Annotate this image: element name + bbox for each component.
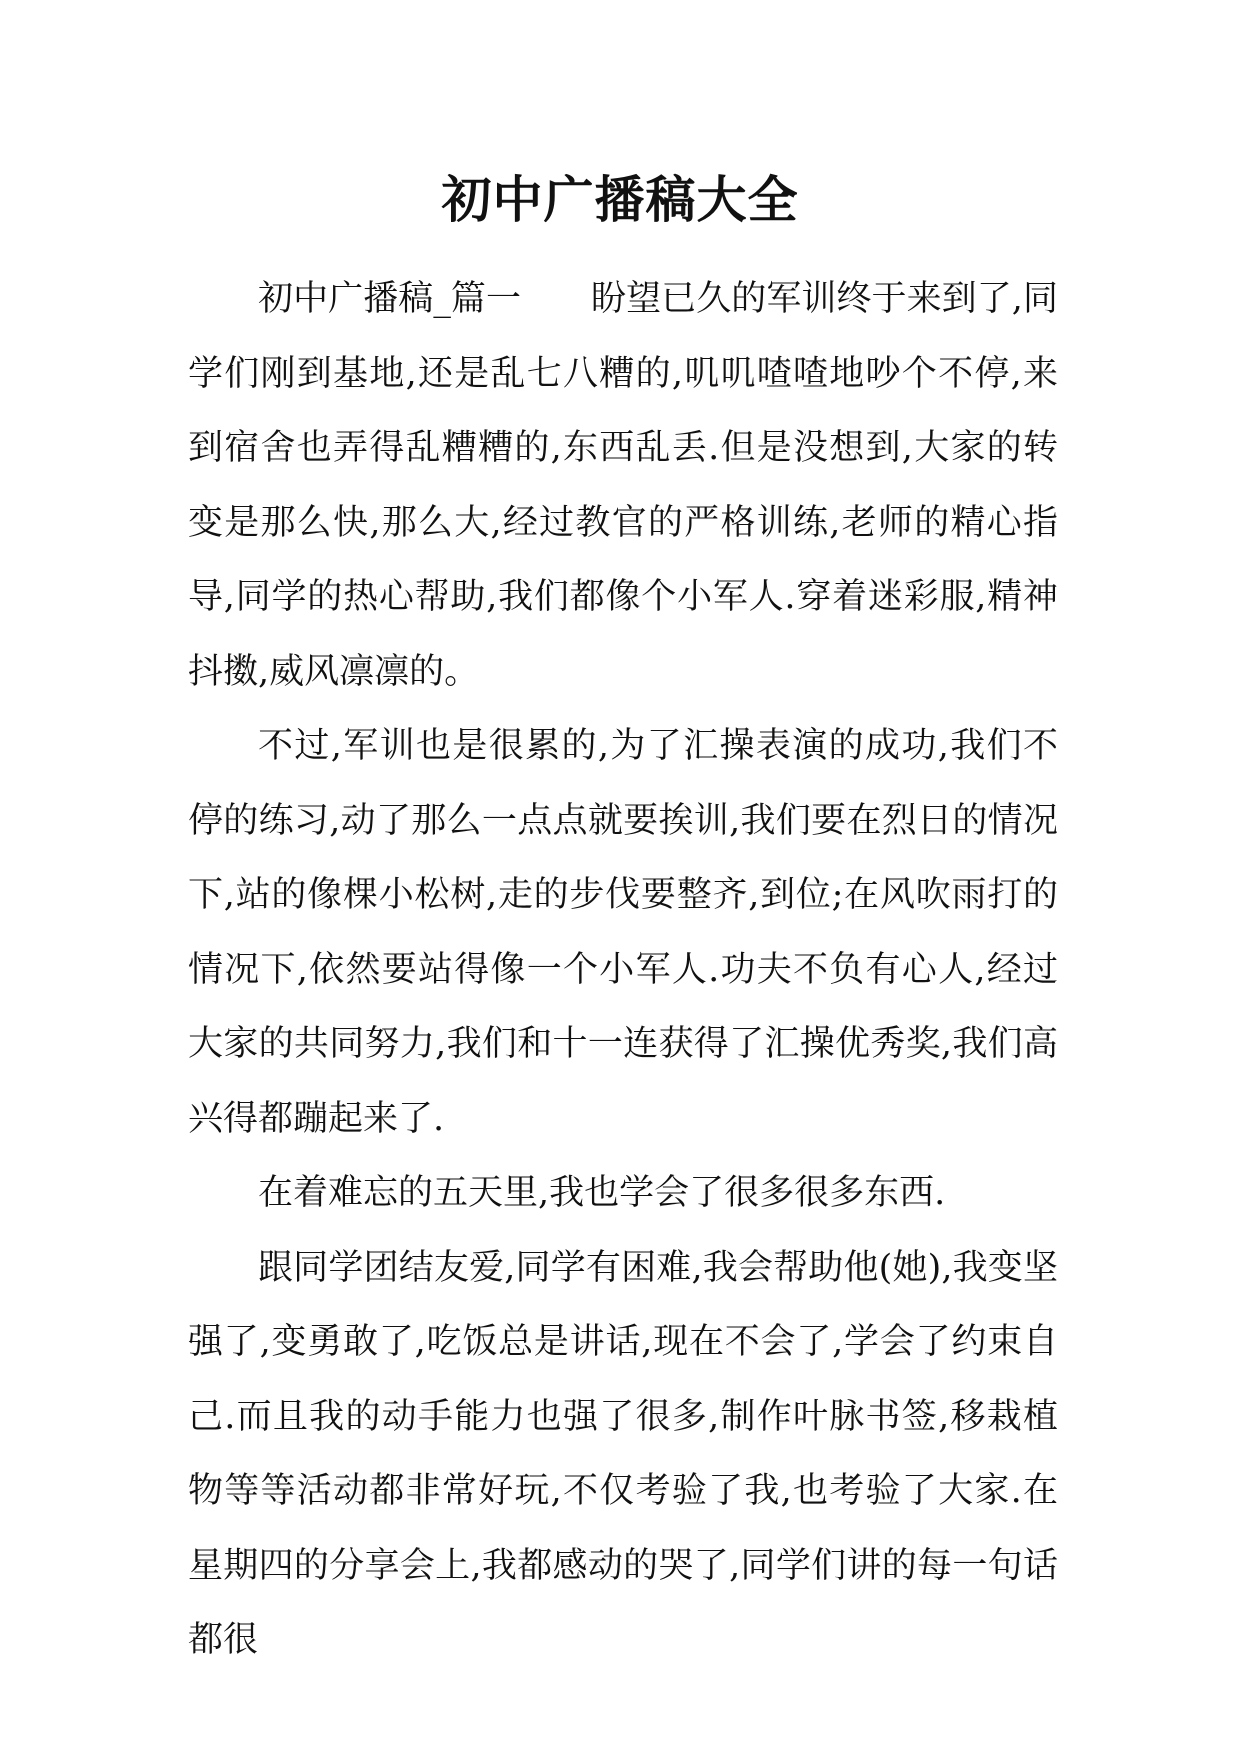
paragraph-3 [188, 1156, 1058, 1231]
paragraph-2 [188, 709, 1058, 1156]
document-title: 初中广播稿大全 [441, 170, 799, 229]
paragraph-1 [188, 262, 1058, 709]
section-heading: 初中广播稿_篇一 [258, 279, 522, 319]
document-body [188, 262, 1058, 1678]
paragraph-text: 盼望已久的军训终于来到了,同学们刚到基地,还是乱七八糟的,叽叽喳喳地吵个不停,来到宿舍也弄得乱糟糟的,东西乱丢.但是没想到,大家的转变是那么快,那么大,经过教官的严格训练,老师的精心指导,同学的热心帮助,我们都像个小军人.穿着迷彩服,精神抖擞,威风凛凛的。 [188, 279, 1058, 692]
paragraph-text: 跟同学团结友爱,同学有困难,我会帮助他(她),我变坚强了,变勇敢了,吃饭总是讲话,现在不会了,学会了约束自己.而且我的动手能力也强了很多,制作叶脉书签,移栽植物等等活动都非常好玩,不仅考验了我,也考验了大家.在星期四的分享会上,我都感动的哭了,同学们讲的每一句话都很 [188, 1247, 1058, 1660]
paragraph-text: 在着难忘的五天里,我也学会了很多很多东西. [258, 1173, 946, 1213]
paragraph-text: 不过,军训也是很累的,为了汇操表演的成功,我们不停的练习,动了那么一点点就要挨训,我们要在烈日的情况下,站的像棵小松树,走的步伐要整齐,到位;在风吹雨打的情况下,依然要站得像一个小军人.功夫不负有心人,经过大家的共同努力,我们和十一连获得了汇操优秀奖,我们高兴得都蹦起来了. [188, 726, 1058, 1139]
paragraph-4 [188, 1231, 1058, 1678]
